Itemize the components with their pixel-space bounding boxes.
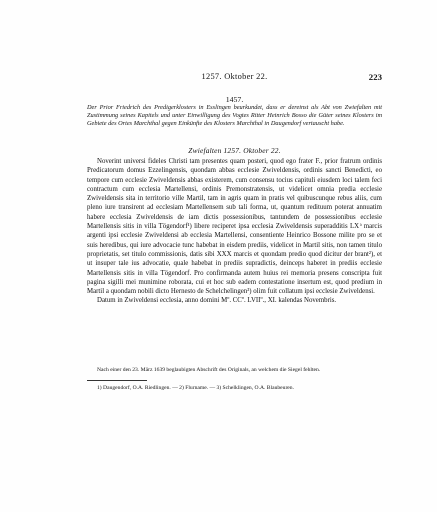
footnote-divider bbox=[87, 380, 147, 381]
source-note: Nach einer den 23. März 1639 beglaubigten Abschrift des Originals, an welchem die Siegel fehlten. bbox=[97, 367, 321, 373]
page-number: 223 bbox=[368, 72, 382, 82]
running-title: 1257. Oktober 22. bbox=[201, 72, 268, 81]
charter-body bbox=[87, 157, 382, 306]
charter-summary: Der Prior Friedrich des Predigerklosters in Esslingen beurkundet, dass er dereinst als Abt von Zwiefalten mit Zustimmung seines Kapitels und unter Einwilligung des Vogtes Ritter Heinrich Bosso die Güter seines Klosters im Gebiete des Ortes Marchthal gegen Einkünfte des Klosters Marchthal in Daugendorf vertauscht habe. bbox=[87, 104, 382, 128]
running-header bbox=[87, 72, 382, 84]
footnotes: 1) Daugendorf, O.A. Riedlingen. — 2) Flurname. — 3) Schelklingen, O.A. Blaubeuren. bbox=[97, 385, 294, 391]
body-paragraph: Datum in Zwiveldensi ecclesia, anno domini Mº. CCº. LVIIº., XI. kalendas Novembris. bbox=[97, 297, 337, 305]
body-paragraph: Noverint universi fideles Christi tam presentes quam posteri, quod ego frater F., prior fratrum ordinis Predicatorum domus Ezzelingensis, quondam abbas ecclesie Zwiveldensis, ordinis sancti Benedicti, eo tempore cum ecclesie Zwiveldensis abbas existerem, cum consensu tocius capituli eiusdem loci talem feci contractum cum ecclesia Martellensi, ordinis Premonstratensis, ut videlicet omnia predia ecclesie Zwiveldensis sita in territorio ville Martil, tam in agris quam in pratis vel quibuscunque rebus aliis, cum pleno iure transirent ad ecclesiam Martellensem sub tali forma, ut, quantum redituum poterat annuatim habere ecclesia Zwiveldensis de iam dictis possessionibus, tantundem de possessionibus ecclesie Martellensis sitis in villa Tögendorf¹) libere reciperet ipsa ecclesia Zwiveldensis superadditis LX ͣ marcis argenti ipsi ecclesie Zwiveldensi ab ecclesia Martellensi, consentiente Heinrico Bossone milite pro se et suis heredibus, qui iure advocacie tunc habebat in eisdem prediis, videlicet in Martil sitis, non tamen titulo proprietatis, set titulo commissionis, datis sibi XXX marcis et quondam predio quod dicitur der brant²), et ut insuper tale ius advocatie, quale habebat in prediis supradictis, deinceps haberet in prediis ecclesie Martellensis sitis in villa Tögendorf. Pro confirmanda autem huius rei memoria presens conscripta fuit pagina sigilli mei munimine roborata, cui et hoc sub eadem contestatione insertum est, quod predium in Martil a quondam nobili dicto Hernesto de Schelchelingen³) olim fuit collatum ipsi ecclesie Zwiveldensi. bbox=[87, 158, 382, 296]
charter-number: 1457. bbox=[225, 95, 244, 104]
charter-dateline: Zwiefalten 1257. Oktober 22. bbox=[188, 146, 281, 155]
